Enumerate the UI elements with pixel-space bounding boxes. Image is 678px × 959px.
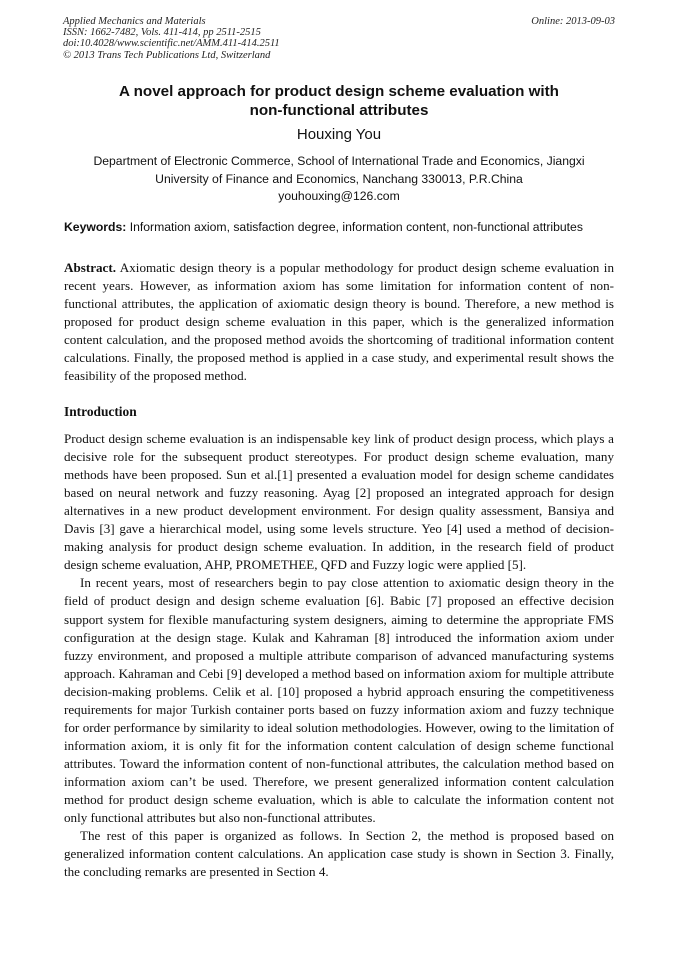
abstract-label: Abstract. [64, 260, 116, 275]
keywords [64, 220, 638, 234]
doi-line: doi:10.4028/www.scientific.net/AMM.411-414.2511 [63, 38, 280, 50]
abstract-text: Axiomatic design theory is a popular methodology for product design scheme evaluation in recent years. However, as information axiom has some limitation for information content of non-functional attributes, the application of axiomatic design theory is bound. Therefore, a new method is proposed for product design scheme evaluation in this paper, which is the generalized information content calculation, and the proposed method avoids the shortcoming of traditional information content calculations. Finally, the proposed method is applied in a case study, and experimental result shows the feasibility of the proposed method. [64, 260, 614, 384]
paper-title [60, 82, 618, 120]
introduction-heading: Introduction [64, 404, 137, 419]
author-email: youhouxing@126.com [278, 189, 400, 203]
introduction-section [64, 403, 614, 881]
journal-name: Applied Mechanics and Materials [63, 16, 206, 27]
author-name: Houxing You [296, 126, 382, 143]
intro-paragraph-3: The rest of this paper is organized as follows. In Section 2, the method is proposed based on generalized information content calculations. An application case study is shown in Section 3. Finally, the concluding remarks are presented in Section 4. [64, 828, 614, 880]
keywords-text: Information axiom, satisfaction degree, information content, non-functional attributes [129, 220, 583, 234]
affiliation-line-1: Department of Electronic Commerce, School of International Trade and Economics, Jiangxi [93, 154, 585, 168]
affiliation [70, 153, 608, 206]
abstract [64, 259, 614, 385]
title-line-2: non-functional attributes [249, 102, 429, 119]
copyright-line: © 2013 Trans Tech Publications Ltd, Switzerland [63, 49, 271, 61]
online-date: Online: 2013-09-03 [531, 16, 615, 27]
issn-line: ISSN: 1662-7482, Vols. 411-414, pp 2511-2515 [63, 27, 261, 39]
affiliation-line-2: University of Finance and Economics, Nanchang 330013, P.R.China [155, 171, 523, 186]
intro-paragraph-1: Product design scheme evaluation is an indispensable key link of product design process, which plays a decisive role for the subsequent product stereotypes. For product design scheme evaluation, many methods have been proposed. Sun et al.[1] presented a evaluation model for design scheme candidates based on neural network and fuzzy reasoning. Ayag [2] proposed an integrated approach for design alternatives in a new product development environment. For design quality assessment, Bansiya and Davis [3] gave a hierarchical model, using some levels structure. Yeo [4] used a method of decision-making analysis for product design scheme evaluation. In addition, in the research field of product design scheme evaluation, AHP, PROMETHEE, QFD and Fuzzy logic were applied [5]. [64, 431, 614, 573]
intro-paragraph-2: In recent years, most of researchers begin to pay close attention to axiomatic design theory in the field of product design and design scheme evaluation [6]. Babic [7] proposed an effective decision support system for flexible manufacturing system designers, aiming to determine the appropriate FMS configuration at the design stage. Kulak and Kahraman [8] introduced the information axiom under fuzzy environment, and proposed a multiple attribute comparison of advanced manufacturing systems approach. Kahraman and Cebi [9] developed a method based on information axiom for multiple attribute decision-making problems. Celik et al. [10] proposed a hybrid approach ensuring the competitiveness requirements for major Turkish container ports based on fuzzy information axiom and fuzzy technique for order performance by similarity to ideal solution methodologies. However, owing to the limitation of information axiom, it is only fit for the information content calculation of design scheme functional attributes. Toward the information content of non-functional attributes, the calculation method based on information axiom can’t be used. Therefore, we present generalized information content calculation method for product design scheme evaluation, which is able to calculate the information content not only functional attributes but also non-functional attributes. [64, 575, 614, 826]
keywords-label: Keywords: [64, 220, 127, 234]
journal-header [63, 16, 615, 61]
title-line-1: A novel approach for product design scheme evaluation with [119, 83, 559, 100]
